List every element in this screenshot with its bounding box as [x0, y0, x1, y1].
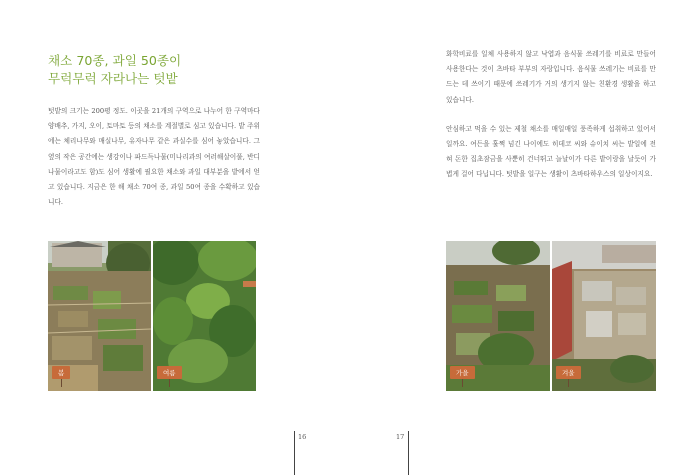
section-heading: [48, 52, 288, 88]
right-photo-pair: [446, 241, 656, 391]
paragraph: 텃밭의 크기는 200평 정도. 이곳을 21개의 구역으로 나누어 한 구역마다 양배추, 가지, 오이, 토마토 등의 채소를 계절별로 심고 있습니다. 밭 주위에는 체리나무와 매실나무, 유자나무 같은 과실수를 심어 놓았습니다. 그 옆의 작은 공간에는 생강이나 파드득나물(미나리과의 여러해살이풀, 반디나물이라고도 함)도 심어 생활에 필요한 채소와 과일 대부분을 밭에서 얻고 있습니다. 지금은 한 해 채소 70여 종, 과일 50여 종을 수확하고 있습니다.: [48, 107, 260, 207]
season-tag-winter: 겨울: [556, 366, 581, 379]
heading-line-2: 무럭무럭 자라나는 텃밭: [48, 71, 178, 86]
season-tag-spring: 봄: [52, 366, 70, 379]
summer-garden-photo: [153, 241, 256, 391]
paragraph: 화학비료를 일체 사용하지 않고 낙엽과 음식물 쓰레기를 비료로 만들어 사용한다는 것이 츠바타 부부의 자랑입니다. 음식물 쓰레기는 비료를 만드는 데 쓰이기 때문에 쓰레기가 거의 생기지 않는 친환경 생활을 하고 있습니다.: [446, 50, 656, 104]
right-page: [350, 0, 700, 475]
season-tag-summer: 여름: [157, 366, 182, 379]
left-body-text: [48, 104, 260, 218]
autumn-garden-photo: [446, 241, 550, 391]
page-divider-left: [294, 431, 295, 475]
left-photo-pair: [48, 241, 256, 391]
season-tag-autumn: 가을: [450, 366, 475, 379]
spring-garden-photo: [48, 241, 151, 391]
heading-line-1: 채소 70종, 과일 50종이: [48, 53, 182, 68]
winter-garden-photo: [552, 241, 656, 391]
paragraph: 안심하고 먹을 수 있는 제철 채소를 매일매일 풍족하게 섭취하고 있어서일까요. 여든을 훌쩍 넘긴 나이에도 히데코 씨와 슈이치 씨는 밭일에 전혀 돈한 집초잠금을 사뿐히 건너뛰고 늘날이가 다른 밭이랑을 날듯이 가볍게 걸어 다닙니다. 텃밭을 일구는 생활이 츠바타하우스의 일상이지요.: [446, 124, 656, 179]
page-divider-right: [408, 431, 409, 475]
page-number-left: 16: [298, 433, 307, 441]
page-number-right: 17: [396, 433, 405, 441]
right-body-text: [446, 47, 656, 191]
